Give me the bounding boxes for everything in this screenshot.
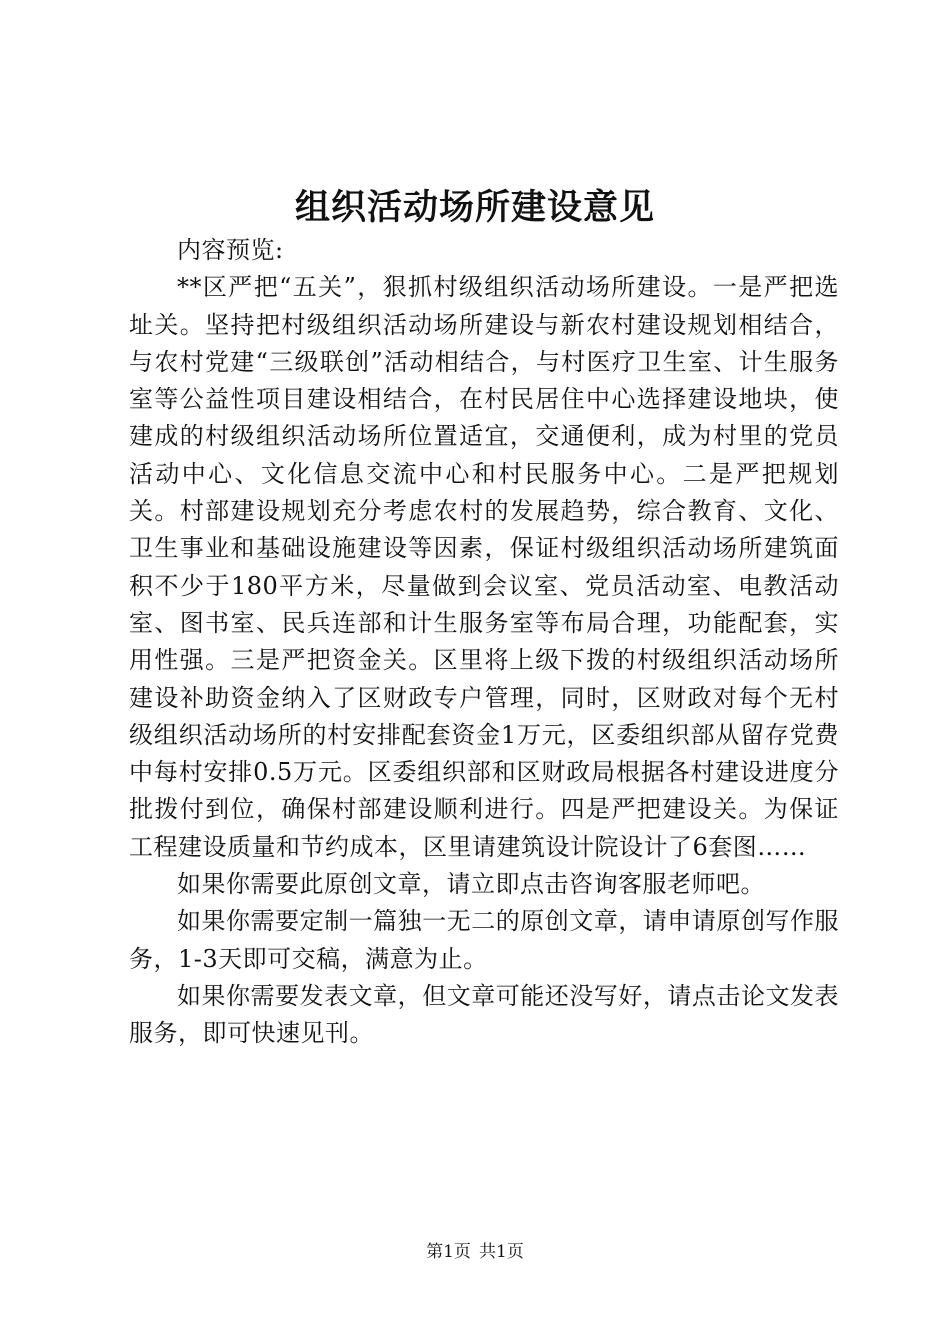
- main-paragraph: **区严把“五关”，狠抓村级组织活动场所建设。一是严把选址关。坚持把村级组织活动场所建设与新农村建设规划相结合，与农村党建“三级联创”活动相结合，与村医疗卫生室、计生服务室等公益性项目建设相结合，在村民居住中心选择建设地块，使建成的村级组织活动场所位置适宜，交通便利，成为村里的党员活动中心、文化信息交流中心和村民服务中心。二是严把规划关。村部建设规划充分考虑农村的发展趋势，综合教育、文化、卫生事业和基础设施建设等因素，保证村级组织活动场所建筑面积不少于180平方米，尽量做到会议室、党员活动室、电教活动室、图书室、民兵连部和计生服务室等布局合理，功能配套，实用性强。三是严把资金关。区里将上级下拨的村级组织活动场所建设补助资金纳入了区财政专户管理，同时，区财政对每个无村级组织活动场所的村安排配套资金1万元，区委组织部从留存党费中每村安排0.5万元。区委组织部和区财政局根据各村建设进度分批拨付到位，确保村部建设顺利进行。四是严把建设关。为保证工程建设质量和节约成本，区里请建筑设计院设计了6套图……: [129, 273, 839, 861]
- document-body: [129, 232, 839, 1053]
- page-number: 第1页: [426, 1242, 471, 1262]
- page-title: 组织活动场所建设意见: [294, 187, 655, 228]
- notice-custom-writing: 如果你需要定制一篇独一无二的原创文章，请申请原创写作服务，1-3天即可交稿，满意为止。: [129, 907, 839, 973]
- page-total: 共1页: [479, 1242, 524, 1262]
- page-footer: [0, 1240, 950, 1264]
- notice-consult: 如果你需要此原创文章，请立即点击咨询客服老师吧。: [177, 870, 765, 899]
- notice-publication: 如果你需要发表文章，但文章可能还没写好，请点击论文发表服务，即可快速见刊。: [129, 981, 839, 1048]
- preview-label: 内容预览:: [177, 236, 284, 264]
